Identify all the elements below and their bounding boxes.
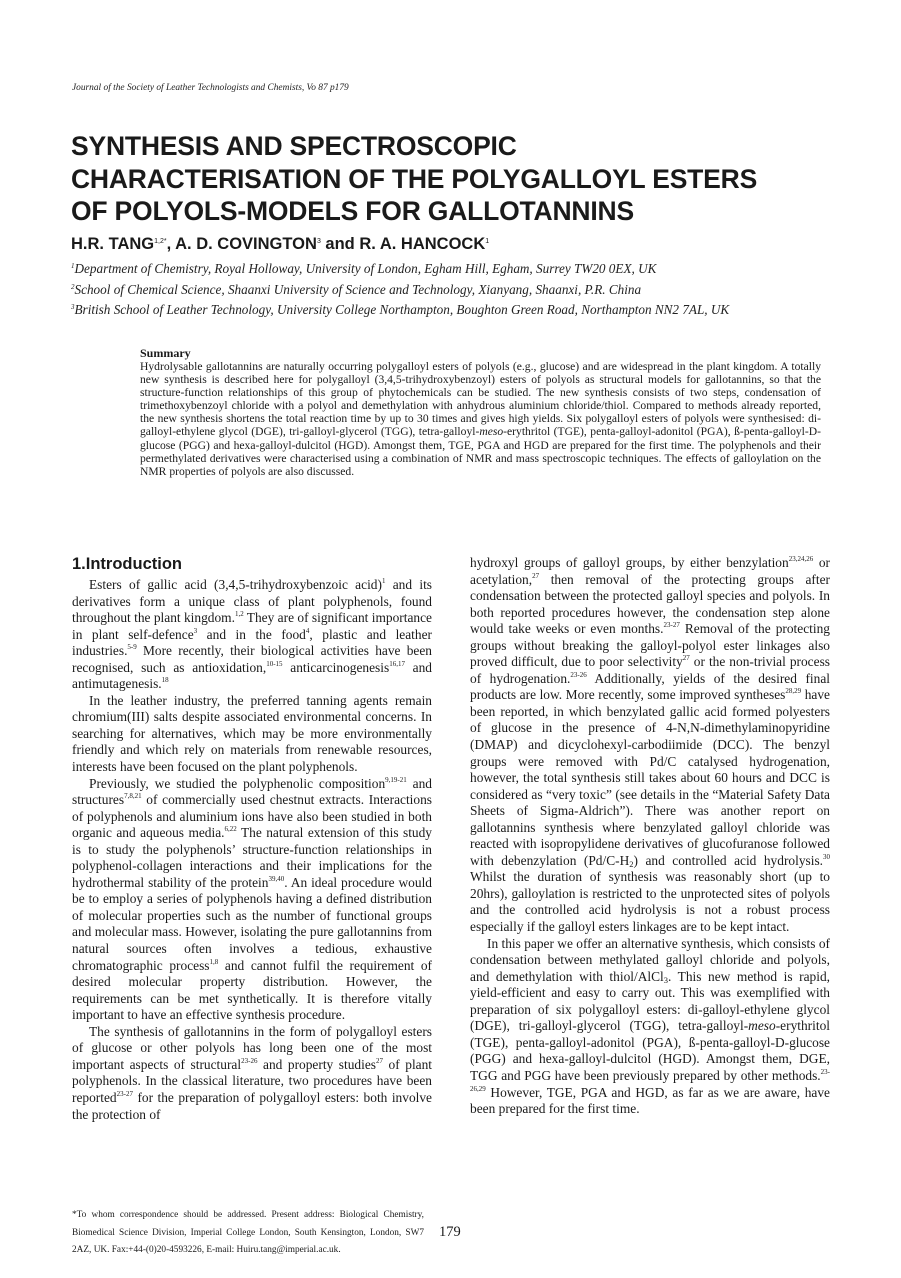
text-run: Esters of gallic acid (3,4,5-trihydroxybenzoic acid) [89,577,382,592]
citation-superscript: 5-9 [127,643,137,652]
affiliation-text: British School of Leather Technology, University College Northampton, Boughton Green Road, Northampton NN2 7AL, UK [74,302,730,317]
text-run: . This new method is rapid, yield-efficient and easy to carry out. This was exemplified with preparation of six polygalloyl esters: di-galloyl-ethylene glycol (DGE), tri-galloyl-glycerol (TGG), tetra-galloyl- [470,968,830,1034]
citation-superscript: 7,8,21 [124,792,142,801]
affiliation-text: School of Chemical Science, Shaanxi University of Science and Technology, Xianyang, Shaanxi, P.R. China [74,281,642,297]
citation-superscript: 23,24,26 [788,555,814,563]
citation-superscript: 1,8 [209,957,219,966]
text-run: More recently, their biological activities have been recognised, such as antioxidation, [72,643,432,675]
text-run: and its derivatives form a unique class of plant polyphenols, found throughout the plant kingdom. [72,577,432,626]
paragraph [72,776,432,1024]
affiliation [71,280,729,301]
text-run: or the non-trivial process of hydrogenation. [470,654,830,686]
text-run: then removal of the protecting groups after condensation between the protected galloyl species and polyols. In both reported procedures however, the condensation step alone would take weeks or even months. [470,571,830,637]
title-line: SYNTHESIS AND SPECTROSCOPIC [71,131,517,161]
section-heading: 1.Introduction [72,555,182,573]
affiliation [71,259,729,280]
text-run: . An ideal procedure would be to employ a series of polyphenols having a defined distribution of molecular properties such as the number of functional groups and molecular mass. However, isolating the pure gallotannins from natural sources often involves a tedious, exhaustive chromatographic process [72,874,432,973]
citation-superscript: 3 [193,626,198,635]
text-run: anticarcinogenesis [282,659,390,675]
citation-superscript: 10-15 [266,659,283,668]
text-run: However, TGE, PGA and HGD, as far as we are aware, have been prepared for the first time. [470,1084,830,1117]
text-run: hydroxyl groups of galloyl groups, by either benzylation [470,555,789,570]
text-run: In the leather industry, the preferred tanning agents remain chromium(III) salts despite associated environmental concerns. In searching for alternatives, which may be more environmentally friendly and which rely on materials from renewable resources, interests have been focused on the plant polyphenols. [72,692,432,775]
text-run: , plastic and leather industries. [72,626,433,659]
text-run: Removal of the protecting groups without breaking the galloyl-polyol ester linkages also proved difficult, due to poor selectivity [470,621,830,670]
paragraph [470,936,830,1118]
citation-superscript: 1 [485,238,490,245]
citation-superscript: 9,19-21 [385,775,407,784]
subscript: 3 [663,974,668,985]
text-run: Hydrolysable gallotannins are naturally occurring polygalloyl esters of polyols (e.g., glucose) and are widespread in the plant kingdom. A totally new synthesis is described here for polygalloyl (3,4,5-trihydroxybenzoyl) esters of polyols as structural models for gallotannins, so that the structure-function relationships of this group of phytochemicals can be studied. The new synthesis consists of two steps, condensation of trimethoxybenzoyl chloride with a polyol and demethylation with anhydrous aluminium chloride/thiol. Compared to methods already reported, the new synthesis shortens the total reaction time by up to 30 times and gives high yields. Six polygalloyl esters of polyols were synthesised: di-galloyl-ethylene glycol (DGE), tri-galloyl-glycerol (TGG), tetra-galloyl- [140,360,821,439]
paragraph [72,577,432,693]
italic-text: meso [479,425,504,439]
text-run: Previously, we studied the polyphenolic composition [89,775,386,791]
affiliation-mark: 3 [71,303,75,311]
text-run: and property studies [257,1056,376,1072]
text-run: and structures [72,775,432,808]
citation-superscript: 23-26 [241,1056,258,1065]
text-run: of commercially used chestnut extracts. Interactions of polyphenols and aluminium ions have also been studied in both organic and aqueous media. [72,792,432,841]
correspondence-footnote: *To whom correspondence should be addressed. Present address: Biological Chemistry, Biomedical Science Division, Imperial College London, South Kensington, London, SW7 2AZ, UK. Fax:+44-(0)20-4593226, E-mail: Huiru.tang@imperial.ac.uk. [72,1210,424,1255]
text-run: The natural extension of this study is to study the polyphenols’ structure-function relationships in polyphenol-collagen interactions and their implications for the hydrothermal stability of the protein [72,825,432,890]
citation-superscript: 4 [305,626,310,635]
citation-superscript: 18 [161,676,169,685]
citation-superscript: 23-27 [116,1089,133,1098]
citation-superscript: 39,40 [268,874,285,883]
right-column [470,555,830,1118]
affiliation-mark: 1 [71,262,75,270]
text-run: , A. D. COVINGTON [166,235,317,253]
paper-title [71,130,851,228]
summary-block [140,346,821,478]
text-run: H.R. TANG [71,235,155,253]
affiliation [71,300,729,321]
citation-superscript: 1,2* [154,238,167,245]
citation-superscript: 27 [682,654,690,663]
citation-superscript: 27 [376,1056,383,1065]
paragraph [470,555,830,936]
text-run: and antimutagenesis. [72,659,432,692]
affiliation-list [71,259,729,321]
running-header: Journal of the Society of Leather Technologists and Chemists, Vo 87 p179 [72,83,349,93]
left-column [72,555,432,1123]
text-run: Whilst the duration of synthesis was reasonably short (up to 20hrs), galloylation is restricted to the unprotected sites of polyols and the controlled acid hydrolysis is not a robust process especially if the galloyl esters linkages are to be kept intact. [470,869,830,935]
citation-superscript: 23-27 [663,621,680,630]
text-run: Additionally, yields of the desired final products are low. More recently, some improved syntheses [470,670,830,703]
citation-superscript: 1 [381,577,386,585]
text-run: and in the food [197,626,306,642]
citation-superscript: 3 [316,238,321,245]
text-run: of plant polyphenols. In the classical literature, two procedures have been reported [72,1056,433,1105]
italic-text: meso [748,1018,776,1034]
text-run: ) and controlled acid hydrolysis. [633,852,824,868]
author-list [71,235,489,254]
text-run: for the preparation of polygalloyl esters: both involve the protection of [72,1089,432,1122]
citation-superscript: 27 [532,571,540,580]
paragraph [72,1024,432,1123]
text-run: In this paper we offer an alternative synthesis, which consists of condensation between methylated galloyl chloride and polyols, and demethylation with thiol/AlCl [470,935,830,984]
paragraph [72,693,432,776]
summary-text [140,360,821,478]
citation-superscript: 16,17 [389,659,405,668]
subscript: 2 [629,858,634,869]
affiliation-text: Department of Chemistry, Royal Holloway, University of London, Egham Hill, Egham, Surrey TW20 0EX, UK [74,261,657,276]
text-run: -erythritol (TGE), penta-galloyl-adonitol (PGA), ß-penta-galloyl-D-glucose (PGG) and hexa-galloyl-dulcitol (HGD). Amongst them, TGE, PGA and HGD are prepared for the first time. The polyphenols and their permethylated derivatives were characterised using a combination of NMR and mass spectroscopic techniques. The effects of galloylation on the NMR properties of polyols are also discussed. [140,425,821,478]
text-run: and cannot fulfil the requirement of desired molecular property distribution. However, the requirements can be met synthetically. It is therefore vitally important to have an effective synthesis procedure. [72,957,433,1023]
text-run: have been reported, in which benzylated gallic acid formed polyesters of glucose in the presence of 4-N,N-dimethylaminopyridine (DMAP) and dicyclohexyl-carbodiimide (DCC). The benzyl groups were removed with Pd/C catalysed hydrogenation, however, the total synthesis still takes about 60 hours and DCC is considered as “very toxic” (see details in the “Material Safety Data Sheets of Sigma-Aldrich”). There was another report on gallotannins synthesis where benzylated galloyl chloride was reacted with isopropylidene derivatives of glucofuranose followed with debenzylation (Pd/C-H [470,687,830,868]
text-run: or acetylation, [470,555,830,587]
text-run: The synthesis of gallotannins in the form of polygalloyl esters of glucose or other polyols has long been one of the most important aspects of structural [72,1023,432,1072]
citation-superscript: 6,22 [224,825,237,834]
text-run: and R. A. HANCOCK [320,235,486,253]
citation-superscript: 23-26 [570,670,587,679]
affiliation-mark: 2 [71,282,75,291]
citation-superscript: 1,2 [234,610,244,619]
title-line: CHARACTERISATION OF THE POLYGALLOYL ESTERS [71,163,758,194]
title-line: OF POLYOLS-MODELS FOR GALLOTANNINS [71,196,634,226]
text-run: They are of significant importance in plant self-defence [72,610,432,642]
text-run: -erythritol (TGE), penta-galloyl-adonitol (PGA), ß-penta-galloyl-D-glucose (PGG) and hexa-galloyl-dulcitol (HGD). Amongst them, DGE, TGG and PGG have been previously prepared by other methods. [470,1018,830,1083]
citation-superscript: 28,29 [785,687,802,696]
citation-superscript: 30 [823,852,831,861]
summary-heading: Summary [140,346,191,360]
page-number: 179 [439,1224,461,1240]
citation-superscript: 23-26,29 [470,1067,830,1093]
